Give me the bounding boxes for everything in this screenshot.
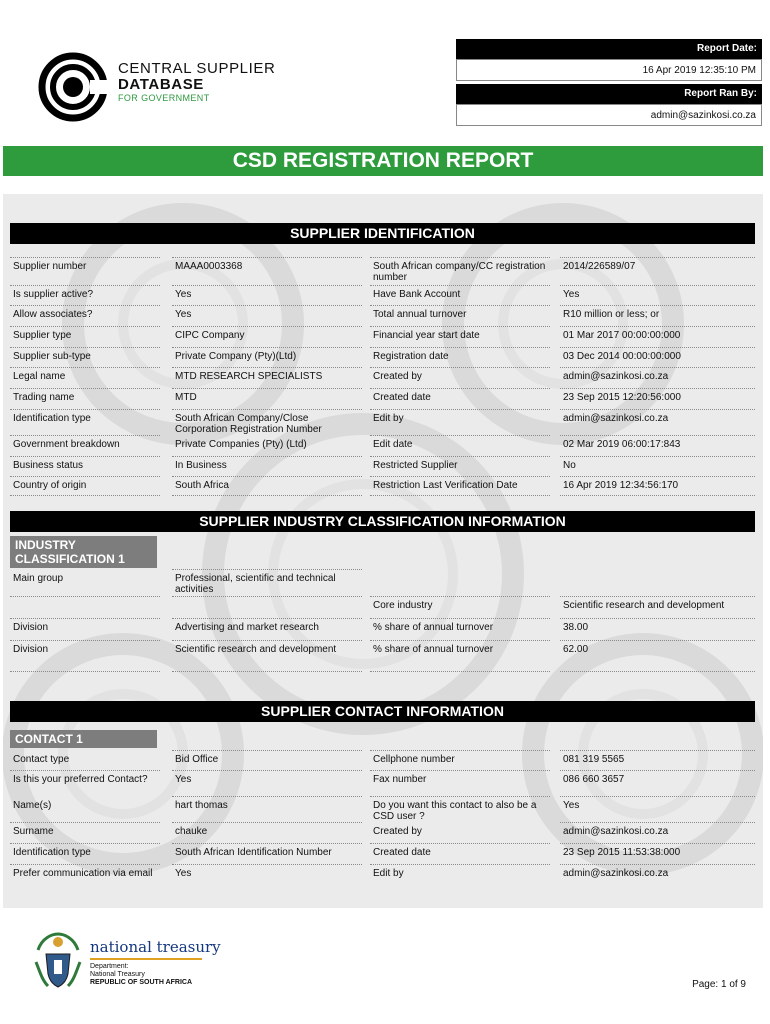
field-value: 086 660 3657	[563, 774, 625, 785]
field-value: admin@sazinkosi.co.za	[563, 826, 669, 837]
field-value: 23 Sep 2015 11:53:38:000	[563, 847, 681, 858]
field-label: Restricted Supplier	[373, 460, 458, 471]
field-label: Prefer communication via email	[13, 868, 153, 879]
report-body	[3, 194, 763, 908]
field-label: Main group	[13, 573, 64, 584]
national-treasury-logo	[32, 932, 242, 994]
field-value: Advertising and market research	[175, 622, 319, 633]
treasury-line-2: National Treasury	[90, 971, 145, 978]
field-label: Total annual turnover	[373, 309, 467, 320]
field-label: Identification type	[13, 413, 91, 424]
field-value: Scientific research and development	[563, 600, 725, 611]
report-ran-by-value: admin@sazinkosi.co.za	[456, 104, 762, 126]
field-label: South African company/CC registration number	[373, 261, 546, 283]
field-label: Edit by	[373, 413, 404, 424]
field-value: Private Company (Pty)(Ltd)	[175, 351, 297, 362]
field-label: Restriction Last Verification Date	[373, 480, 518, 491]
report-date-value: 16 Apr 2019 12:35:10 PM	[456, 59, 762, 81]
field-label: Surname	[13, 826, 54, 837]
report-title: CSD REGISTRATION REPORT	[3, 146, 763, 176]
field-label: Have Bank Account	[373, 289, 461, 300]
logo-line-2: DATABASE	[118, 76, 204, 93]
field-value: South African Company/Close Corporation Registration Number	[175, 413, 322, 435]
field-label: Division	[13, 644, 49, 655]
treasury-department: Department:	[90, 963, 129, 970]
field-value: MTD	[175, 392, 197, 403]
treasury-country: REPUBLIC OF SOUTH AFRICA	[90, 979, 193, 986]
contact-information-heading: SUPPLIER CONTACT INFORMATION	[10, 701, 755, 722]
field-label: Edit by	[373, 868, 404, 879]
field-label: % share of annual turnover	[373, 622, 494, 633]
field-value: 23 Sep 2015 12:20:56:000	[563, 392, 681, 403]
field-label: Allow associates?	[13, 309, 93, 320]
supplier-identification-heading: SUPPLIER IDENTIFICATION	[10, 223, 755, 244]
field-value: Yes	[563, 800, 580, 811]
field-label: Government breakdown	[13, 439, 120, 450]
field-label: Created date	[373, 392, 431, 403]
field-value: No	[563, 460, 576, 471]
field-label: Created by	[373, 371, 422, 382]
field-value: MTD RESEARCH SPECIALISTS	[175, 371, 323, 382]
field-value: R10 million or less; or	[563, 309, 660, 320]
field-value: 081 319 5565	[563, 754, 625, 765]
field-value: Yes	[175, 868, 192, 879]
field-label: Supplier sub-type	[13, 351, 91, 362]
industry-classification-heading: SUPPLIER INDUSTRY CLASSIFICATION INFORMATION	[10, 511, 755, 532]
field-value: Yes	[175, 289, 192, 300]
field-label: Contact type	[13, 754, 70, 765]
field-label: Is this your preferred Contact?	[13, 774, 148, 785]
field-value: Yes	[563, 289, 580, 300]
field-label: Identification type	[13, 847, 91, 858]
field-label: Country of origin	[13, 480, 87, 491]
field-value: Professional, scientific and technical activities	[175, 573, 336, 595]
field-label: Name(s)	[13, 800, 52, 811]
field-label: Supplier number	[13, 261, 87, 272]
logo-line-3: FOR GOVERNMENT	[118, 93, 210, 103]
field-label: Is supplier active?	[13, 289, 94, 300]
field-label: Created by	[373, 826, 422, 837]
field-value: hart thomas	[175, 800, 228, 811]
field-value: Yes	[175, 774, 192, 785]
field-label: Cellphone number	[373, 754, 455, 765]
contact-1-tab: CONTACT 1	[10, 730, 157, 748]
logo-line-1: CENTRAL SUPPLIER	[118, 60, 276, 77]
field-label: % share of annual turnover	[373, 644, 494, 655]
field-label: Registration date	[373, 351, 449, 362]
csd-logo	[38, 52, 278, 122]
field-value: 03 Dec 2014 00:00:00:000	[563, 351, 681, 362]
field-label: Trading name	[13, 392, 75, 403]
field-label: Do you want this contact to also be a CSD user ?	[373, 800, 537, 822]
field-value: MAAA0003368	[175, 261, 243, 272]
industry-classification-1-tab: INDUSTRY CLASSIFICATION 1	[10, 536, 157, 568]
report-ran-by-label: Report Ran By:	[456, 84, 762, 104]
field-label: Business status	[13, 460, 84, 471]
field-value: Private Companies (Pty) (Ltd)	[175, 439, 307, 450]
field-label: Division	[13, 622, 49, 633]
field-value: CIPC Company	[175, 330, 245, 341]
page-number: Page: 1 of 9	[692, 979, 746, 990]
field-value: admin@sazinkosi.co.za	[563, 371, 669, 382]
report-date-label: Report Date:	[456, 39, 762, 59]
field-label: Edit date	[373, 439, 413, 450]
field-value: 01 Mar 2017 00:00:00:000	[563, 330, 681, 341]
field-label: Core industry	[373, 600, 433, 611]
field-value: admin@sazinkosi.co.za	[563, 868, 669, 879]
field-value: Scientific research and development	[175, 644, 337, 655]
report-meta	[456, 39, 762, 126]
treasury-name: national treasury	[90, 938, 221, 956]
field-value: Bid Office	[175, 754, 219, 765]
field-value: Yes	[175, 309, 192, 320]
field-label: Created date	[373, 847, 431, 858]
field-label: Supplier type	[13, 330, 72, 341]
field-label: Legal name	[13, 371, 66, 382]
field-value: 16 Apr 2019 12:34:56:170	[563, 480, 679, 491]
field-value: In Business	[175, 460, 227, 471]
field-value: 02 Mar 2019 06:00:17:843	[563, 439, 681, 450]
csd-logo-icon	[38, 52, 108, 122]
field-value: 2014/226589/07	[563, 261, 636, 272]
field-value: South Africa	[175, 480, 229, 491]
coat-of-arms-icon	[32, 932, 84, 990]
field-value: 62.00	[563, 644, 589, 655]
field-value: 38.00	[563, 622, 589, 633]
field-label: Fax number	[373, 774, 427, 785]
field-label: Financial year start date	[373, 330, 480, 341]
field-value: chauke	[175, 826, 208, 837]
field-value: South African Identification Number	[175, 847, 332, 858]
field-value: admin@sazinkosi.co.za	[563, 413, 669, 424]
